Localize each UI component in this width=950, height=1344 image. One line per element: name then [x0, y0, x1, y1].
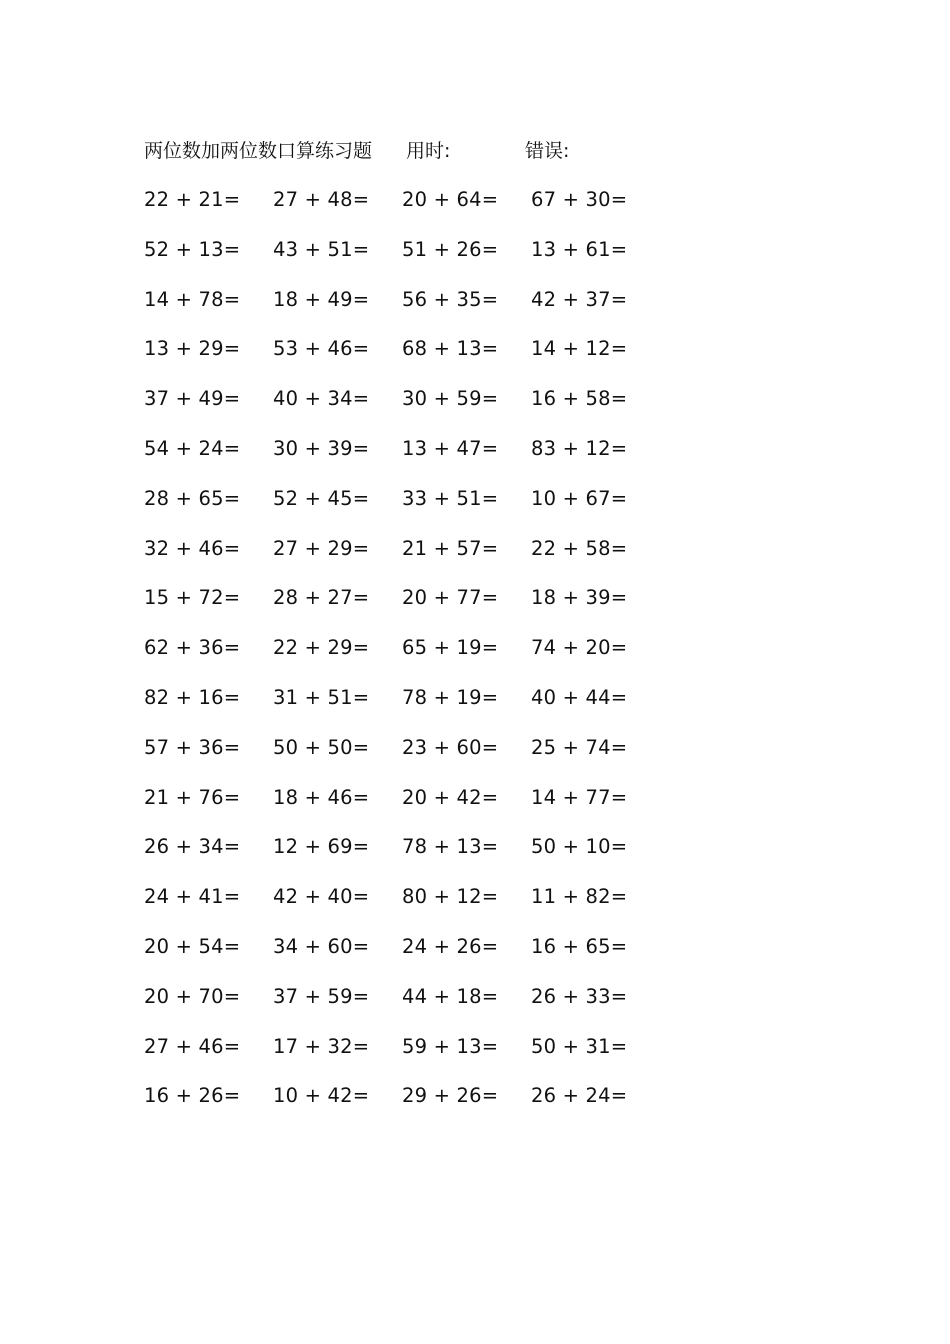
problem: 83 + 12=: [531, 436, 628, 460]
problem: 13 + 61=: [531, 237, 628, 261]
problem: 51 + 26=: [402, 237, 499, 261]
problem: 16 + 26=: [144, 1084, 241, 1108]
problem: 31 + 51=: [273, 685, 370, 709]
problem-row: [144, 185, 664, 235]
problem: 26 + 24=: [531, 1084, 628, 1108]
problem: 21 + 76=: [144, 785, 241, 809]
problem: 18 + 49=: [273, 287, 370, 311]
problem: 30 + 39=: [273, 436, 370, 460]
problem: 57 + 36=: [144, 735, 241, 759]
problem-row: [144, 583, 664, 633]
problem: 11 + 82=: [531, 885, 628, 909]
problem-row: [144, 832, 664, 882]
problem: 14 + 12=: [531, 337, 628, 361]
problem: 20 + 64=: [402, 188, 499, 211]
problem: 27 + 46=: [144, 1034, 241, 1058]
problem: 52 + 45=: [273, 486, 370, 510]
problem-row: [144, 285, 664, 335]
problem: 27 + 48=: [273, 188, 370, 211]
problem-row: [144, 982, 664, 1032]
problem: 80 + 12=: [402, 885, 499, 909]
problem: 82 + 16=: [144, 685, 241, 709]
problem: 15 + 72=: [144, 586, 241, 610]
problem: 42 + 37=: [531, 287, 628, 311]
problem-row: [144, 434, 664, 484]
errors-label: 错误:: [525, 140, 570, 162]
problem: 54 + 24=: [144, 436, 241, 460]
problem: 21 + 57=: [402, 536, 499, 560]
problem: 26 + 34=: [144, 835, 241, 859]
problem: 28 + 65=: [144, 486, 241, 510]
problem: 22 + 21=: [144, 188, 241, 211]
worksheet-title: 两位数加两位数口算练习题: [144, 140, 373, 162]
problem: 12 + 69=: [273, 835, 370, 859]
problem: 67 + 30=: [531, 188, 628, 211]
problem: 50 + 50=: [273, 735, 370, 759]
problem: 14 + 78=: [144, 287, 241, 311]
problem: 78 + 19=: [402, 685, 499, 709]
problem-row: [144, 733, 664, 783]
problem-row: [144, 683, 664, 733]
time-label: 用时:: [406, 140, 451, 162]
problem: 78 + 13=: [402, 835, 499, 859]
problem-row: [144, 633, 664, 683]
problem: 62 + 36=: [144, 636, 241, 660]
problem: 68 + 13=: [402, 337, 499, 361]
problem-row: [144, 235, 664, 285]
problem-row: [144, 932, 664, 982]
problem-row: [144, 334, 664, 384]
problem: 56 + 35=: [402, 287, 499, 311]
problem: 40 + 34=: [273, 387, 370, 411]
problem-row: [144, 534, 664, 584]
problem: 24 + 41=: [144, 885, 241, 909]
problem: 34 + 60=: [273, 934, 370, 958]
problem: 23 + 60=: [402, 735, 499, 759]
problem: 50 + 31=: [531, 1034, 628, 1058]
problem-grid: [144, 185, 664, 1131]
problem: 26 + 33=: [531, 984, 628, 1008]
problem: 30 + 59=: [402, 387, 499, 411]
problem: 27 + 29=: [273, 536, 370, 560]
problem: 22 + 29=: [273, 636, 370, 660]
problem: 18 + 46=: [273, 785, 370, 809]
problem-row: [144, 484, 664, 534]
problem: 22 + 58=: [531, 536, 628, 560]
problem: 40 + 44=: [531, 685, 628, 709]
problem-row: [144, 1081, 664, 1131]
problem: 43 + 51=: [273, 237, 370, 261]
problem: 20 + 54=: [144, 934, 241, 958]
problem: 53 + 46=: [273, 337, 370, 361]
problem-row: [144, 1032, 664, 1082]
problem: 10 + 67=: [531, 486, 628, 510]
problem-row: [144, 783, 664, 833]
problem: 32 + 46=: [144, 536, 241, 560]
worksheet-header: [144, 136, 764, 166]
problem: 33 + 51=: [402, 486, 499, 510]
problem: 28 + 27=: [273, 586, 370, 610]
problem: 13 + 47=: [402, 436, 499, 460]
problem: 10 + 42=: [273, 1084, 370, 1108]
problem: 29 + 26=: [402, 1084, 499, 1108]
problem: 74 + 20=: [531, 636, 628, 660]
problem: 20 + 70=: [144, 984, 241, 1008]
problem: 44 + 18=: [402, 984, 499, 1008]
problem-row: [144, 384, 664, 434]
problem-row: [144, 882, 664, 932]
problem: 37 + 59=: [273, 984, 370, 1008]
problem: 17 + 32=: [273, 1034, 370, 1058]
problem: 65 + 19=: [402, 636, 499, 660]
problem: 16 + 65=: [531, 934, 628, 958]
problem: 37 + 49=: [144, 387, 241, 411]
problem: 20 + 77=: [402, 586, 499, 610]
problem: 14 + 77=: [531, 785, 628, 809]
problem: 24 + 26=: [402, 934, 499, 958]
problem: 13 + 29=: [144, 337, 241, 361]
problem: 59 + 13=: [402, 1034, 499, 1058]
problem: 16 + 58=: [531, 387, 628, 411]
problem: 42 + 40=: [273, 885, 370, 909]
problem: 20 + 42=: [402, 785, 499, 809]
problem: 18 + 39=: [531, 586, 628, 610]
problem: 25 + 74=: [531, 735, 628, 759]
problem: 52 + 13=: [144, 237, 241, 261]
problem: 50 + 10=: [531, 835, 628, 859]
